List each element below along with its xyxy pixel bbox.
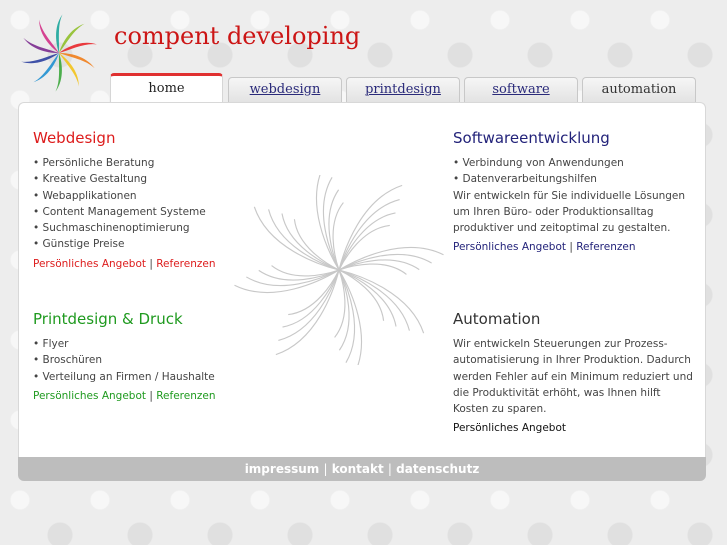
automation-description: Wir entwickeln Steuerungen zur Prozess-automatisierung in Ihrer Produktion. Dadurch werden Fehler auf ein Minimum reduziert und die Produktivität erhöht, was Ihnen hilft Kosten zu sparen.: [453, 338, 693, 416]
webdesign-offer-link[interactable]: Persönliches Angebot: [33, 257, 146, 270]
tab-home[interactable]: home: [110, 73, 223, 103]
tab-printdesign[interactable]: printdesign: [346, 77, 460, 103]
software-references-link[interactable]: Referenzen: [576, 241, 636, 254]
software-offer-link[interactable]: Persönliches Angebot: [453, 241, 566, 254]
link-separator: |: [149, 257, 153, 270]
content-panel: [18, 102, 706, 458]
list-item: • Suchmaschinenoptimierung: [33, 222, 190, 235]
printdesign-section: [33, 310, 216, 404]
footer-separator: |: [323, 462, 328, 476]
footer-bar: [18, 457, 706, 481]
printdesign-offer-link[interactable]: Persönliches Angebot: [33, 389, 146, 402]
list-item: • Content Management Systeme: [33, 205, 206, 218]
footer-kontakt-link[interactable]: kontakt: [331, 462, 384, 476]
link-separator: |: [569, 241, 573, 254]
webdesign-links: [33, 256, 216, 272]
footer-separator: |: [387, 462, 392, 476]
star-swirl-logo-icon[interactable]: [16, 10, 102, 96]
footer-datenschutz-link[interactable]: datenschutz: [396, 462, 480, 476]
list-item: • Flyer: [33, 338, 69, 350]
link-separator: |: [149, 389, 153, 402]
list-item: • Datenverarbeitungshilfen: [453, 173, 597, 186]
tab-software[interactable]: software: [464, 77, 578, 103]
tab-automation[interactable]: automation: [582, 77, 696, 103]
site-title: compent developing: [114, 22, 361, 50]
printdesign-references-link[interactable]: Referenzen: [156, 389, 216, 402]
tab-webdesign[interactable]: webdesign: [228, 77, 342, 103]
automation-section: [453, 310, 695, 436]
webdesign-feature-list: [33, 155, 216, 253]
software-heading: Softwareentwicklung: [453, 129, 610, 147]
list-item: • Verbindung von Anwendungen: [453, 157, 624, 169]
list-item: • Kreative Gestaltung: [33, 173, 148, 186]
software-section: [453, 129, 698, 255]
list-item: • Günstige Preise: [33, 238, 125, 251]
automation-heading: Automation: [453, 310, 541, 328]
printdesign-heading: Printdesign & Druck: [33, 310, 183, 328]
software-links: [453, 239, 698, 255]
automation-offer-link[interactable]: Persönliches Angebot: [453, 422, 566, 435]
webdesign-references-link[interactable]: Referenzen: [156, 257, 216, 270]
list-item: • Broschüren: [33, 354, 102, 367]
footer-impressum-link[interactable]: impressum: [244, 462, 320, 476]
software-description: Wir entwickeln für Sie individuelle Lösungen um Ihren Büro- oder Produktionsalltag produktiver und zeitoptimal zu gestalten.: [453, 189, 686, 235]
automation-links: [453, 420, 695, 436]
star-swirl-watermark-icon: [224, 175, 454, 365]
list-item: • Webapplikationen: [33, 189, 137, 202]
software-feature-list: [453, 155, 698, 188]
list-item: • Verteilung an Firmen / Haushalte: [33, 370, 215, 383]
list-item: • Persönliche Beratung: [33, 157, 155, 169]
printdesign-feature-list: [33, 336, 216, 385]
printdesign-links: [33, 388, 216, 404]
webdesign-section: [33, 129, 216, 272]
webdesign-heading: Webdesign: [33, 129, 116, 147]
